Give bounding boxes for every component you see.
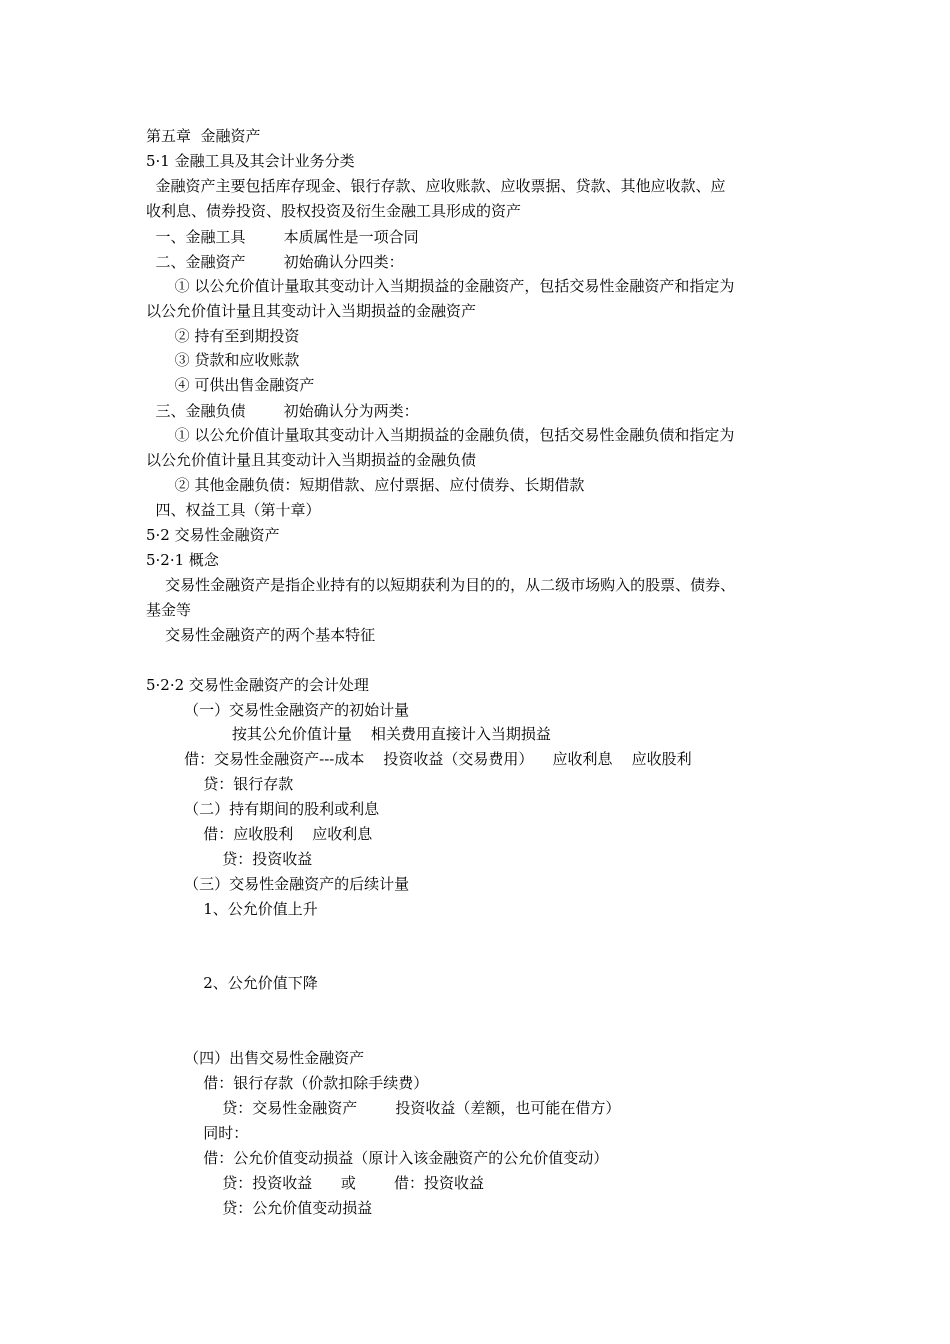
journal-entry: 借：应收股利 应收利息 [146, 825, 373, 843]
journal-entry: 借：银行存款（价款扣除手续费） [146, 1074, 429, 1092]
journal-entry: 贷：公允价值变动损益 [146, 1199, 373, 1217]
section-heading: 5·2·1 概念 [146, 551, 219, 569]
list-item: 1、公允价值上升 [146, 900, 318, 918]
subsection-heading: （二）持有期间的股利或利息 [146, 800, 380, 818]
paragraph-line: 基金等 [146, 601, 192, 619]
journal-entry: 贷：投资收益 [146, 850, 313, 868]
list-item: ① 以公允价值计量取其变动计入当期损益的金融负债，包括交易性金融负债和指定为 [146, 426, 735, 444]
section-heading: 5·2 交易性金融资产 [146, 526, 280, 544]
paragraph-line: 金融资产主要包括库存现金、银行存款、应收账款、应收票据、贷款、其他应收款、应 [146, 177, 726, 195]
subsection-heading: （一）交易性金融资产的初始计量 [146, 701, 410, 719]
paragraph-line: 交易性金融资产是指企业持有的以短期获利为目的的，从二级市场购入的股票、债券、 [146, 576, 736, 594]
list-item: 三、金融负债 初始确认分为两类： [146, 402, 419, 420]
list-item: 一、金融工具 本质属性是一项合同 [146, 228, 419, 246]
list-item: ② 其他金融负债：短期借款、应付票据、应付债券、长期借款 [146, 476, 585, 494]
list-item: 2、公允价值下降 [146, 974, 318, 992]
list-item: 以公允价值计量且其变动计入当期损益的金融负债 [146, 451, 477, 469]
journal-entry: 借：交易性金融资产---成本 投资收益（交易费用） 应收利息 应收股利 [146, 750, 692, 768]
paragraph-line: 交易性金融资产的两个基本特征 [146, 626, 376, 644]
section-heading: 5·2·2 交易性金融资产的会计处理 [146, 676, 369, 694]
list-item: ③ 贷款和应收账款 [146, 351, 300, 369]
list-item: ② 持有至到期投资 [146, 327, 300, 345]
section-heading: 5·1 金融工具及其会计业务分类 [146, 152, 355, 170]
subsection-heading: （四）出售交易性金融资产 [146, 1049, 365, 1067]
journal-entry: 借：公允价值变动损益（原计入该金融资产的公允价值变动） [146, 1149, 609, 1167]
list-item: ④ 可供出售金融资产 [146, 376, 315, 394]
paragraph-line: 收利息、债券投资、股权投资及衍生金融工具形成的资产 [146, 202, 522, 220]
journal-entry: 贷：银行存款 [146, 775, 294, 793]
list-item: 以公允价值计量且其变动计入当期损益的金融资产 [146, 302, 477, 320]
list-item: ① 以公允价值计量取其变动计入当期损益的金融资产，包括交易性金融资产和指定为 [146, 277, 735, 295]
subsection-heading: （三）交易性金融资产的后续计量 [146, 875, 410, 893]
paragraph-line: 同时： [146, 1124, 249, 1142]
paragraph-line: 按其公允价值计量 相关费用直接计入当期损益 [146, 725, 551, 743]
journal-entry: 贷：交易性金融资产 投资收益（差额，也可能在借方） [146, 1099, 621, 1117]
journal-entry: 贷：投资收益 或 借：投资收益 [146, 1174, 485, 1192]
list-item: 四、权益工具（第十章） [146, 501, 321, 519]
list-item: 二、金融资产 初始确认分四类： [146, 253, 404, 271]
chapter-title: 第五章 金融资产 [146, 127, 261, 145]
